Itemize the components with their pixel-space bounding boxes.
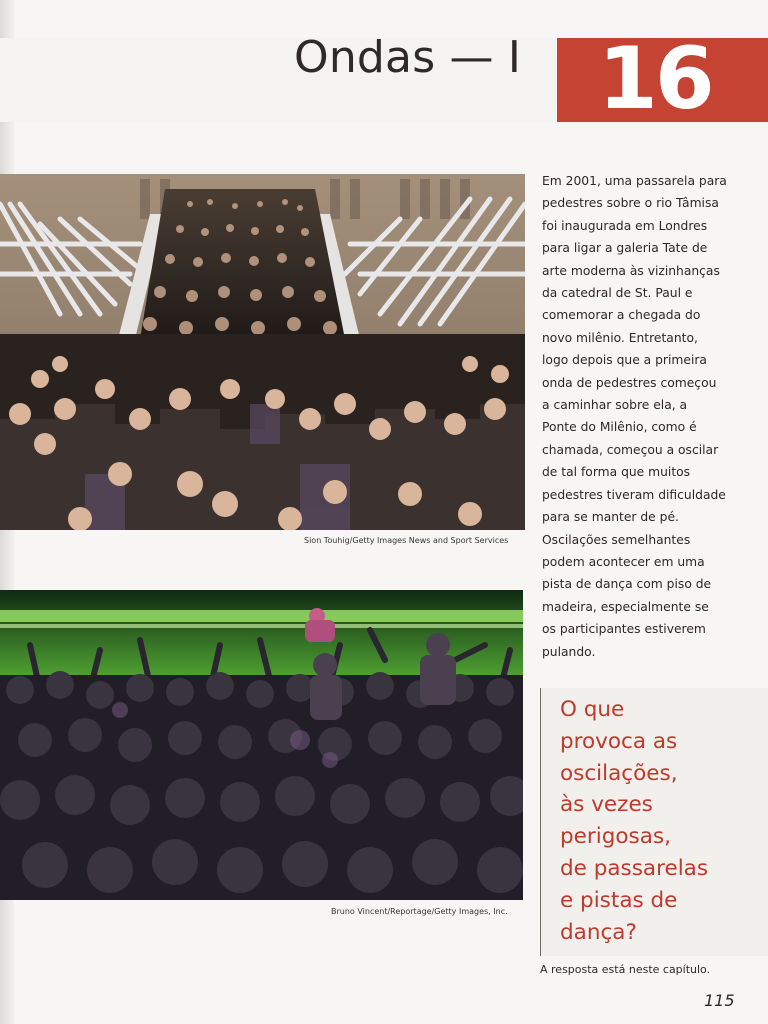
intro-line: para se manter de pé. [542, 510, 679, 525]
chapter-number: 16 [598, 29, 712, 129]
concert-crowd-photo [0, 590, 523, 900]
intro-line: Oscilações semelhantes [542, 532, 691, 547]
intro-line: para ligar a galeria Tate de [542, 241, 708, 256]
intro-line: arte moderna às vizinhanças [542, 263, 720, 278]
question-line: oscilações, [560, 760, 678, 786]
intro-line: foi inaugurada em Londres [542, 218, 708, 233]
question-line: perigosas, [560, 824, 671, 850]
question-line: às vezes [560, 792, 653, 818]
photo-credit-2: Bruno Vincent/Reportage/Getty Images, Inc. [331, 907, 508, 916]
concert-crowd-illustration [0, 590, 523, 900]
page-number: 115 [704, 991, 735, 1010]
question-line: O que [560, 697, 625, 722]
intro-line: onda de pedestres começou [542, 375, 717, 390]
intro-line: pedestres tiveram dificuldade [542, 487, 726, 502]
bridge-crowd-illustration [0, 174, 525, 530]
bridge-crowd-photo [0, 174, 525, 530]
chapter-title: Ondas — I [294, 32, 522, 83]
intro-line: pedestres sobre o rio Tâmisa [542, 196, 719, 211]
question-line: dança? [560, 919, 637, 945]
answer-note: A resposta está neste capítulo. [540, 963, 711, 976]
intro-line: novo milênio. Entretanto, [542, 330, 698, 345]
intro-line: madeira, especialmente se [542, 599, 709, 614]
intro-line: comemorar a chegada do [542, 308, 701, 323]
photo-credit-1: Sion Touhig/Getty Images News and Sport Services [304, 536, 509, 545]
question-line: de passarelas [560, 855, 709, 881]
chapter-question [560, 694, 760, 948]
intro-line: chamada, começou a oscilar [542, 442, 719, 457]
question-line: provoca as [560, 728, 678, 754]
intro-line: pista de dança com piso de [542, 577, 712, 592]
question-line: e pistas de [560, 887, 678, 913]
intro-paragraph [542, 170, 752, 663]
intro-line: Em 2001, uma passarela para [542, 174, 727, 188]
intro-line: Ponte do Milênio, como é [542, 420, 697, 435]
intro-line: pulando. [542, 644, 596, 659]
intro-line: podem acontecer em uma [542, 554, 705, 569]
intro-line: logo depois que a primeira [542, 353, 707, 368]
intro-line: a caminhar sobre ela, a [542, 398, 688, 413]
intro-line: os participantes estiverem [542, 622, 706, 637]
intro-line: da catedral de St. Paul e [542, 286, 693, 301]
intro-line: de tal forma que muitos [542, 465, 691, 480]
